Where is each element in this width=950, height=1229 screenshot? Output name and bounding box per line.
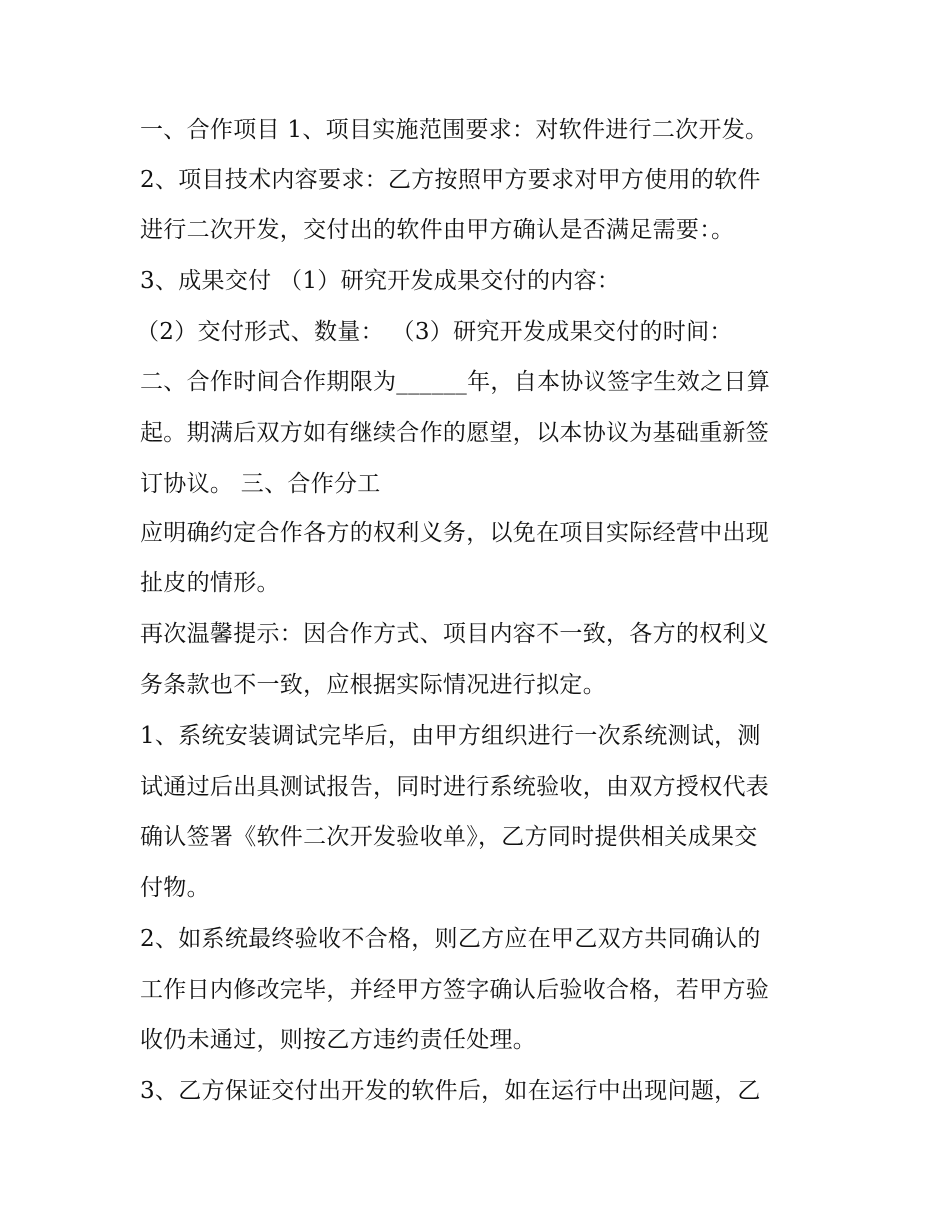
text-line-16: 付物。 [140, 875, 210, 901]
text-line-7: 起。期满后双方如有继续合作的愿望，以本协议为基础重新签 [140, 420, 770, 446]
text-line-20: 3、乙方保证交付出开发的软件后，如在运行中出现问题，乙 [140, 1078, 761, 1104]
text-line-10: 扯皮的情形。 [140, 570, 280, 596]
text-line-12: 务条款也不一致，应根据实际情况进行拟定。 [140, 672, 606, 698]
text-line-2: 2、项目技术内容要求：乙方按照甲方要求对甲方使用的软件 [140, 167, 761, 193]
text-line-19: 收仍未通过，则按乙方违约责任处理。 [140, 1027, 537, 1053]
text-line-14: 试通过后出具测试报告，同时进行系统验收，由双方授权代表 [140, 774, 770, 800]
text-line-13: 1、系统安装调试完毕后，由甲方组织进行一次系统测试，测 [140, 723, 761, 749]
text-line-5: （2）交付形式、数量： （3）研究开发成果交付的时间： [136, 319, 733, 345]
text-line-1: 一、合作项目 1、项目实施范围要求：对软件进行二次开发。 [140, 117, 769, 143]
text-line-3: 进行二次开发，交付出的软件由甲方确认是否满足需要：。 [140, 217, 735, 243]
text-line-4: 3、成果交付 （1）研究开发成果交付的内容： [140, 268, 621, 294]
text-line-6: 二、合作时间合作期限为______年，自本协议签字生效之日算 [140, 369, 770, 395]
text-line-18: 工作日内修改完毕，并经甲方签字确认后验收合格，若甲方验 [140, 977, 770, 1003]
text-line-9: 应明确约定合作各方的权利义务，以免在项目实际经营中出现 [140, 520, 770, 546]
text-line-11: 再次温馨提示：因合作方式、项目内容不一致，各方的权利义 [140, 621, 770, 647]
text-line-17: 2、如系统最终验收不合格，则乙方应在甲乙双方共同确认的 [140, 926, 761, 952]
text-line-8: 订协议。 三、合作分工 [140, 471, 381, 497]
text-line-15: 确认签署《软件二次开发验收单》，乙方同时提供相关成果交 [140, 824, 758, 850]
